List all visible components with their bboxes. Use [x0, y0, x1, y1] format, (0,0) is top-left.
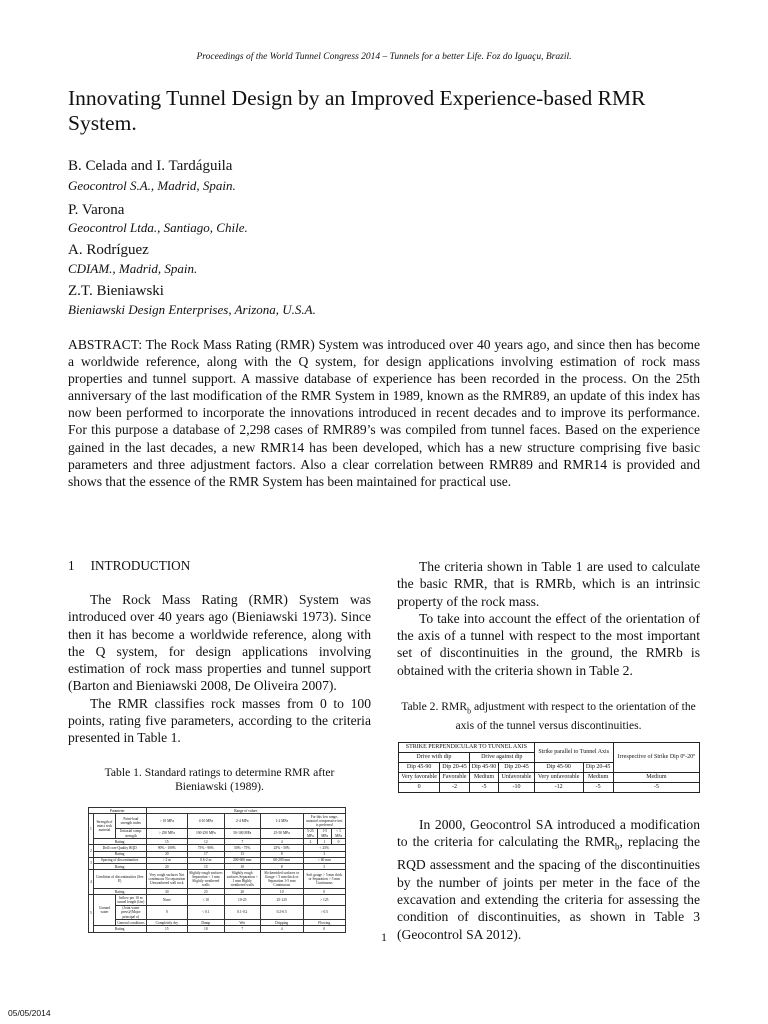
table1-cell: 2-4 MPa	[224, 814, 260, 829]
table2-cell: 0	[399, 783, 440, 793]
table1-cell: 3	[89, 857, 94, 869]
section-title: INTRODUCTION	[90, 558, 191, 573]
table2-cell: -12	[534, 783, 583, 793]
table1-cell: Dripping	[260, 920, 303, 926]
table2-cell: Dip 45-90	[534, 763, 583, 773]
table1-cell: 4-10 MPa	[188, 814, 225, 829]
table1-cell: 20	[146, 851, 187, 857]
table1-cell: 15	[188, 864, 225, 870]
table1-cell: 2	[89, 845, 94, 857]
table1-cell: 0	[303, 926, 345, 932]
table1-cell: < 1 MPa	[332, 828, 346, 838]
table1-cell: Damp	[188, 920, 225, 926]
table2-cell: Medium	[469, 773, 499, 783]
table2-cell: Drive with dip	[399, 753, 470, 763]
table1-cell: 10	[260, 889, 303, 895]
affiliation-2: Geocontrol Ltda., Santiago, Chile.	[68, 220, 248, 235]
table1-cell: 20	[146, 864, 187, 870]
table1-cell: 3	[303, 851, 345, 857]
table1-cell: 5-25 MPa	[303, 828, 318, 838]
caption-text: Table 2. RMR	[401, 700, 468, 713]
table2-cell: Dip 20-45	[583, 763, 613, 773]
table1-cell: 0.2-0.5	[260, 905, 303, 920]
table1-cell: Point-load strength index	[116, 814, 146, 829]
table2-cell: Dip 45-90	[399, 763, 440, 773]
table1-cell: 15	[146, 926, 187, 932]
left-column-text	[68, 591, 371, 747]
table1-cell: 2	[303, 839, 318, 845]
table1-cell: 100-250 MPa	[188, 828, 225, 838]
table2-cell: Strike parallel to Tunnel Axis	[534, 743, 613, 763]
author-1: B. Celada and I. Tardáguila	[68, 158, 233, 174]
table2-cell: -10	[499, 783, 534, 793]
paragraph: The criteria shown in Table 1 are used to calculate the basic RMR, that is RMRb, which is an intrinsic property of the rock mass.	[397, 559, 700, 609]
affiliation-1: Geocontrol S.A., Madrid, Spain.	[68, 178, 236, 193]
table1-cell: 1-5 MPa	[318, 828, 332, 838]
table1-cell: 60-200 mm	[260, 857, 303, 863]
table1-cell: 1	[318, 839, 332, 845]
table1-cell: Rating	[93, 839, 146, 845]
table1-cell: 10	[188, 926, 225, 932]
table1-cell: 20	[224, 889, 260, 895]
table1-cell: Spacing of discontinuities	[93, 857, 146, 863]
table1-cell: Rating	[93, 851, 146, 857]
table1-cell: Rating	[93, 889, 146, 895]
table2-cell: Dip 20-45	[499, 763, 534, 773]
table2-cell: Very unfavorable	[534, 773, 583, 783]
table2-cell: Very favorable	[399, 773, 440, 783]
table1-cell: 0	[332, 839, 346, 845]
table2-caption	[397, 700, 700, 733]
table1-cell: < 60 mm	[303, 857, 345, 863]
table1-cell: Parameter	[89, 808, 147, 814]
table2-cell: -5	[613, 783, 699, 793]
table1-cell: Rating	[93, 926, 146, 932]
table1-cell: (Joint water press)/(Major principal σ)	[116, 905, 146, 920]
table2-cell: Medium	[583, 773, 613, 783]
table1-caption: Table 1. Standard ratings to determine RMR after Bieniawski (1989).	[104, 766, 335, 794]
table1-cell: > 0.5	[303, 905, 345, 920]
affiliation-3: CDIAM., Madrid, Spain.	[68, 261, 198, 276]
caption-subscript: b	[467, 706, 472, 716]
paragraph: To take into account the effect of the orientation of the axis of a tunnel with respect to the most important set of discontinuities in the ground, the RMRb is obtained with the criteria shown in Table 2.	[397, 610, 700, 678]
table2-cell: Favorable	[440, 773, 470, 783]
table1-cell: Condition of discontinuities (See E)	[93, 870, 146, 889]
table1-cell: Completely dry	[146, 920, 187, 926]
table1-cell: 5	[89, 895, 94, 932]
table1-cell: 90% - 100%	[146, 845, 187, 851]
table1-cell: 30	[146, 889, 187, 895]
table2-cell: Irrespective of Strike Dip 0º-20º	[613, 743, 699, 773]
table2	[398, 742, 700, 793]
table1-cell: 10	[224, 864, 260, 870]
table1-cell: 0.1-0.2	[224, 905, 260, 920]
table1-cell: 4	[260, 926, 303, 932]
paragraph: The RMR classifies rock masses from 0 to 100 points, rating five parameters, according to the criteria presented in Table 1.	[68, 695, 371, 746]
table1-cell: For this low range, uniaxial compressive test is preferred	[303, 814, 345, 829]
table1-cell: Flowing	[303, 920, 345, 926]
table1-cell: General conditions	[117, 920, 145, 925]
section-number: 1	[68, 558, 75, 573]
author-4: Z.T. Bieniawski	[68, 283, 164, 299]
table2-cell: Drive against dip	[469, 753, 534, 763]
table1-cell: 0	[146, 905, 187, 920]
caption-text: adjustment with respect to the orientation of the axis of the tunnel versus discontinuities.	[455, 700, 696, 732]
table1	[88, 807, 346, 933]
table1-cell: Rating	[93, 864, 146, 870]
table1-cell: 0.6-2 m	[188, 857, 225, 863]
table1-cell: Ground water	[93, 895, 115, 926]
table1-cell: Slickensided surfaces or Gouge < 5 mm thick or Separation 1-5 mm Continuous	[260, 870, 303, 889]
table1-cell: 75% - 90%	[188, 845, 225, 851]
table2-cell: Unfavorable	[499, 773, 534, 783]
table1-cell: 10-25	[224, 895, 260, 905]
author-3: A. Rodríguez	[68, 242, 149, 258]
table1-cell: Soft gouge > 5 mm thick or Separation > 5 mm Continuous	[303, 870, 345, 889]
table1-cell: Wet	[224, 920, 260, 926]
table2-cell: STRIKE PERPENDICULAR TO TUNNEL AXIS	[399, 743, 535, 753]
table2-cell: Dip 20-45	[440, 763, 470, 773]
table1-cell: 1-2 MPa	[260, 814, 303, 829]
table1-cell: 25% - 50%	[260, 845, 303, 851]
paragraph-subscript: b	[614, 842, 620, 853]
table1-cell: 25-125	[260, 895, 303, 905]
author-2: P. Varona	[68, 202, 125, 218]
paper-title: Innovating Tunnel Design by an Improved Experience-based RMR System.	[68, 86, 646, 135]
table1-cell: 200-600 mm	[224, 857, 260, 863]
table1-cell: 4	[89, 870, 94, 895]
table1-cell: 15	[146, 839, 187, 845]
table2-cell: -5	[469, 783, 499, 793]
table1-cell: 13	[224, 851, 260, 857]
table1-cell: 4	[260, 839, 303, 845]
table1-cell: 7	[224, 926, 260, 932]
table1-cell: < 10	[188, 895, 225, 905]
right-column-text-2	[397, 816, 700, 943]
table1-cell: 12	[188, 839, 225, 845]
table1-cell: Slightly rough surfaces Separation < 1 mm Highly weathered walls	[224, 870, 260, 889]
table1-cell: Range of values	[146, 808, 345, 814]
table2-cell: Dip 45-90	[469, 763, 499, 773]
table1-cell: Very rough surfaces Not continuous No separation Unweathered wall rock	[146, 870, 187, 889]
table1-cell: 50% - 75%	[224, 845, 260, 851]
paragraph	[397, 816, 700, 943]
right-column-text	[397, 558, 700, 679]
page-number: 1	[381, 930, 387, 944]
table1-cell: 1	[89, 814, 94, 845]
abstract: ABSTRACT: The Rock Mass Rating (RMR) System was introduced over 40 years ago, and since then has become a worldwide reference, along with the Q system, for design applications involving estimation of rock mass properties and tunnel support. A massive database of experience has been recorded in the process. On the 25th anniversary of the last modification of the RMR System in 1989, known as the RMR89, an update of this index has now been performed to incorporate the innovations introduced in recent decades and to improve its performance. For this purpose a database of 2,298 cases of RMR89’s was compiled from tunnel faces. Based on the experience gained in the last decades, a new RMR14 has been developed, which has a new structure comprising five basic parameters and three adjustment factors. Also a clear correlation between RMR89 and RMR14 is provided and shows that the essence of the RMR System has been maintained for practical use.	[68, 337, 700, 489]
table1-cell: 5	[303, 864, 345, 870]
table1-cell: > 250 MPa	[146, 828, 187, 838]
table2-cell: Medium	[613, 773, 699, 783]
table1-cell: 17	[188, 851, 225, 857]
table1-cell: Drill core Quality RQD	[93, 845, 146, 851]
table1-cell: 25-50 MPa	[260, 828, 303, 838]
table1-cell: Strength of intact rock material	[93, 814, 115, 839]
table2-cell: -2	[440, 783, 470, 793]
paragraph: The Rock Mass Rating (RMR) System was introduced over 40 years ago (Bieniawski 1973). Since then it has become a worldwide reference, along with the Q system, for design applications involving estimation of rock mass properties and tunnel support (Barton and Bieniawski 2008, De Oliveira 2007).	[68, 592, 371, 694]
table1-cell: < 25%	[303, 845, 345, 851]
paragraph-text: , replacing the RQD assessment and the spacing of the discontinuities by the number of joints per meter in the face of the excavation and extending the criteria for assessing the condition of discontinuities, as shown in Table 3 (Geocontrol SA 2012).	[397, 834, 700, 942]
table1-cell: > 10 MPa	[146, 814, 187, 829]
table1-cell: Slightly rough surfaces Separation < 1 mm Slightly weathered walls	[189, 870, 223, 888]
table1-cell: 50-100 MPa	[224, 828, 260, 838]
table1-cell: Uniaxial comp. strength	[116, 828, 146, 838]
table1-cell: < 0.1	[188, 905, 225, 920]
table1-cell: 8	[260, 864, 303, 870]
table1-cell: > 125	[303, 895, 345, 905]
affiliation-4: Bieniawski Design Enterprises, Arizona, U.S.A.	[68, 302, 316, 317]
table1-cell: 0	[303, 889, 345, 895]
table1-cell: Inflow per 10 m tunnel length (l/m)	[117, 895, 145, 904]
table2-cell: -5	[583, 783, 613, 793]
table1-cell: > 2 m	[146, 857, 187, 863]
running-header: Proceedings of the World Tunnel Congress 2014 – Tunnels for a better Life. Foz do Iguaçu, Brazil.	[196, 52, 572, 62]
table1-cell: None	[146, 895, 187, 905]
section-heading	[68, 558, 190, 574]
table1-cell: 8	[260, 851, 303, 857]
paragraph-text: In 2000, Geocontrol SA introduced a modification to the criteria for calculating the RMR	[397, 817, 700, 850]
print-date: 05/05/2014	[8, 1008, 51, 1018]
table1-cell: 25	[188, 889, 225, 895]
table1-cell: 7	[224, 839, 260, 845]
